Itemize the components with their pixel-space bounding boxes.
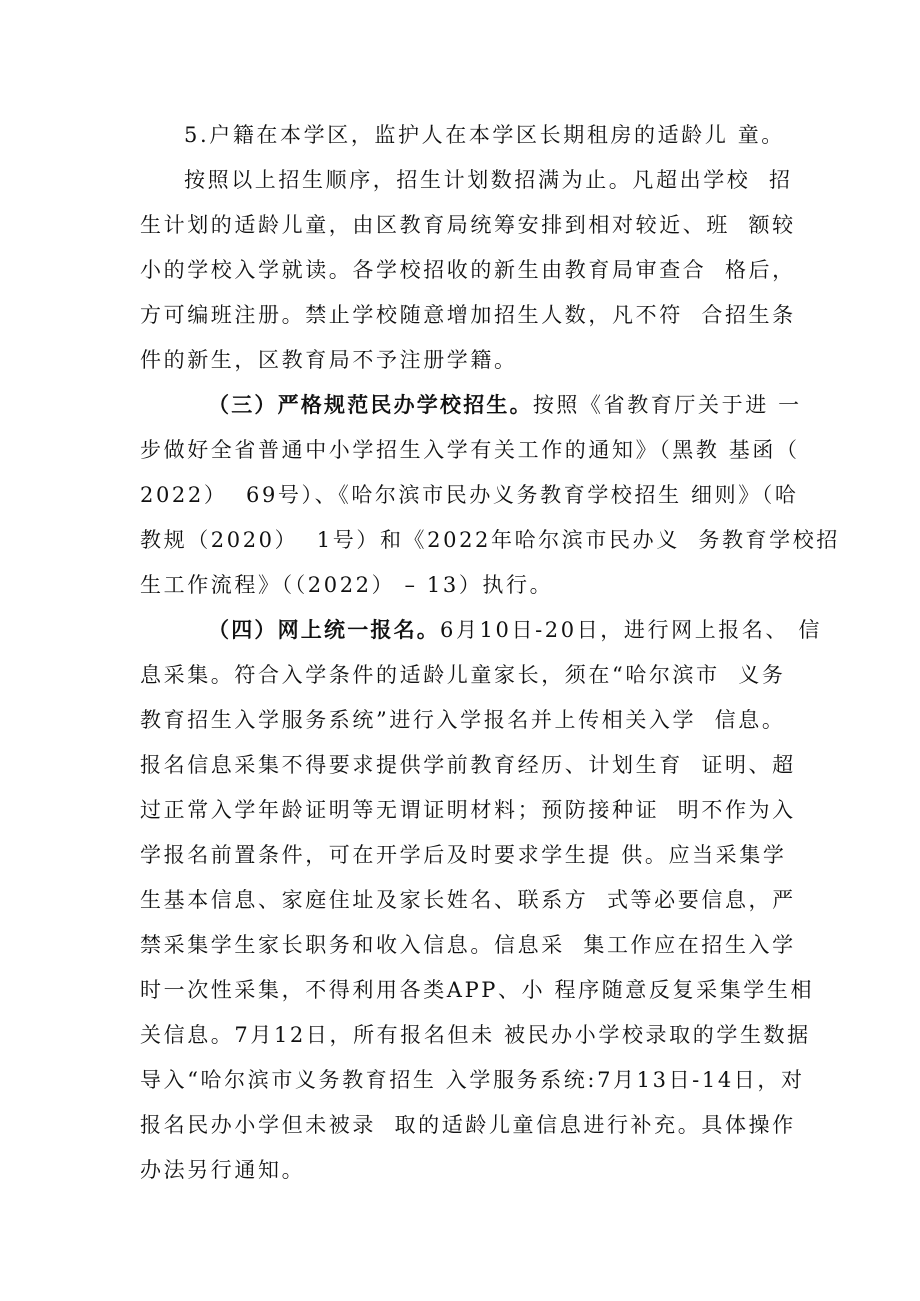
line-text: 导入“哈尔滨市义务教育招生 入学服务系统:7月13日-14日，对 — [140, 1068, 805, 1092]
line-text: 过正常入学年龄证明等无谓证明材料；预防接种证 明不作为入 — [140, 798, 796, 822]
line-text: 2022） 69号）、《哈尔滨市民办义务教育学校招生 细则》（哈 — [140, 483, 799, 507]
text-line — [140, 1021, 811, 1049]
text-line — [140, 1156, 305, 1184]
text-line — [140, 526, 840, 554]
line-text: 件的新生，区教育局不予注册学籍。 — [140, 348, 518, 372]
text-line — [140, 931, 796, 959]
text-line — [140, 796, 796, 824]
line-text: 方可编班注册。禁止学校随意增加招生人数，凡不符 合招生条 — [140, 303, 796, 327]
line-text: 按照以上招生顺序，招生计划数招满为止。凡超出学校 招 — [184, 168, 793, 192]
line-text: 禁采集学生家长职务和收入信息。信息采 集工作应在招生入学 — [140, 933, 796, 957]
line-text: 小的学校入学就读。各学校招收的新生由教育局审查合 格后， — [140, 258, 796, 282]
text-line — [140, 976, 814, 1004]
line-text: 报名信息采集不得要求提供学前教育经历、计划生育 证明、超 — [140, 753, 796, 777]
line-text: 报名民办小学但未被录 取的适龄儿童信息进行补充。具体操作 — [140, 1113, 796, 1137]
text-line — [140, 301, 796, 329]
text-line — [140, 1066, 805, 1094]
line-text: 按照《省教育厅关于进 一 — [532, 393, 802, 417]
text-line — [140, 1111, 796, 1139]
text-line — [140, 706, 785, 734]
text-line — [140, 256, 796, 284]
line-text: 6月10日-20日，进行网上报名、 信 — [440, 618, 822, 642]
line-text: 关信息。7月12日，所有报名但未 被民办小学校录取的学生数据 — [140, 1023, 811, 1047]
line-text: 生基本信息、家庭住址及家长姓名、联系方 式等必要信息，严 — [140, 888, 796, 912]
line-text: 生工作流程》（（2022） – 13）执行。 — [140, 573, 554, 597]
line-text: 教育招生入学服务系统”进行入学报名并上传相关入学 信息。 — [140, 708, 786, 732]
text-line — [184, 121, 785, 149]
line-text: 生计划的适龄儿童，由区教育局统筹安排到相对较近、班 额较 — [140, 213, 796, 237]
text-line — [140, 571, 553, 599]
line-text: 息采集。符合入学条件的适龄儿童家长，须在“哈尔滨市 义务 — [140, 663, 786, 687]
section-heading-line — [208, 616, 822, 644]
text-line — [140, 436, 800, 464]
line-text: 步做好全省普通中小学招生入学有关工作的通知》（黑教 基函（ — [140, 438, 800, 462]
text-line — [140, 346, 518, 374]
section-heading: （四）网上统一报名。 — [208, 618, 440, 642]
text-line — [140, 886, 796, 914]
text-line — [140, 661, 785, 689]
line-text: 办法另行通知。 — [140, 1158, 306, 1182]
section-heading-line — [208, 391, 802, 419]
text-line — [140, 751, 796, 779]
text-line — [140, 841, 786, 869]
line-text: 5.户籍在本学区，监护人在本学区长期租房的适龄儿 童。 — [184, 123, 785, 147]
paragraph-start-line — [184, 166, 793, 194]
line-text: 时一次性采集，不得利用各类APP、小 程序随意反复采集学生相 — [140, 978, 815, 1002]
text-line — [140, 211, 796, 239]
text-line — [140, 481, 799, 509]
line-text: 教规（2020） 1号）和《2022年哈尔滨市民办义 务教育学校招 — [140, 528, 840, 552]
section-heading: （三）严格规范民办学校招生。 — [208, 393, 533, 417]
line-text: 学报名前置条件，可在开学后及时要求学生提 供。应当采集学 — [140, 843, 787, 867]
